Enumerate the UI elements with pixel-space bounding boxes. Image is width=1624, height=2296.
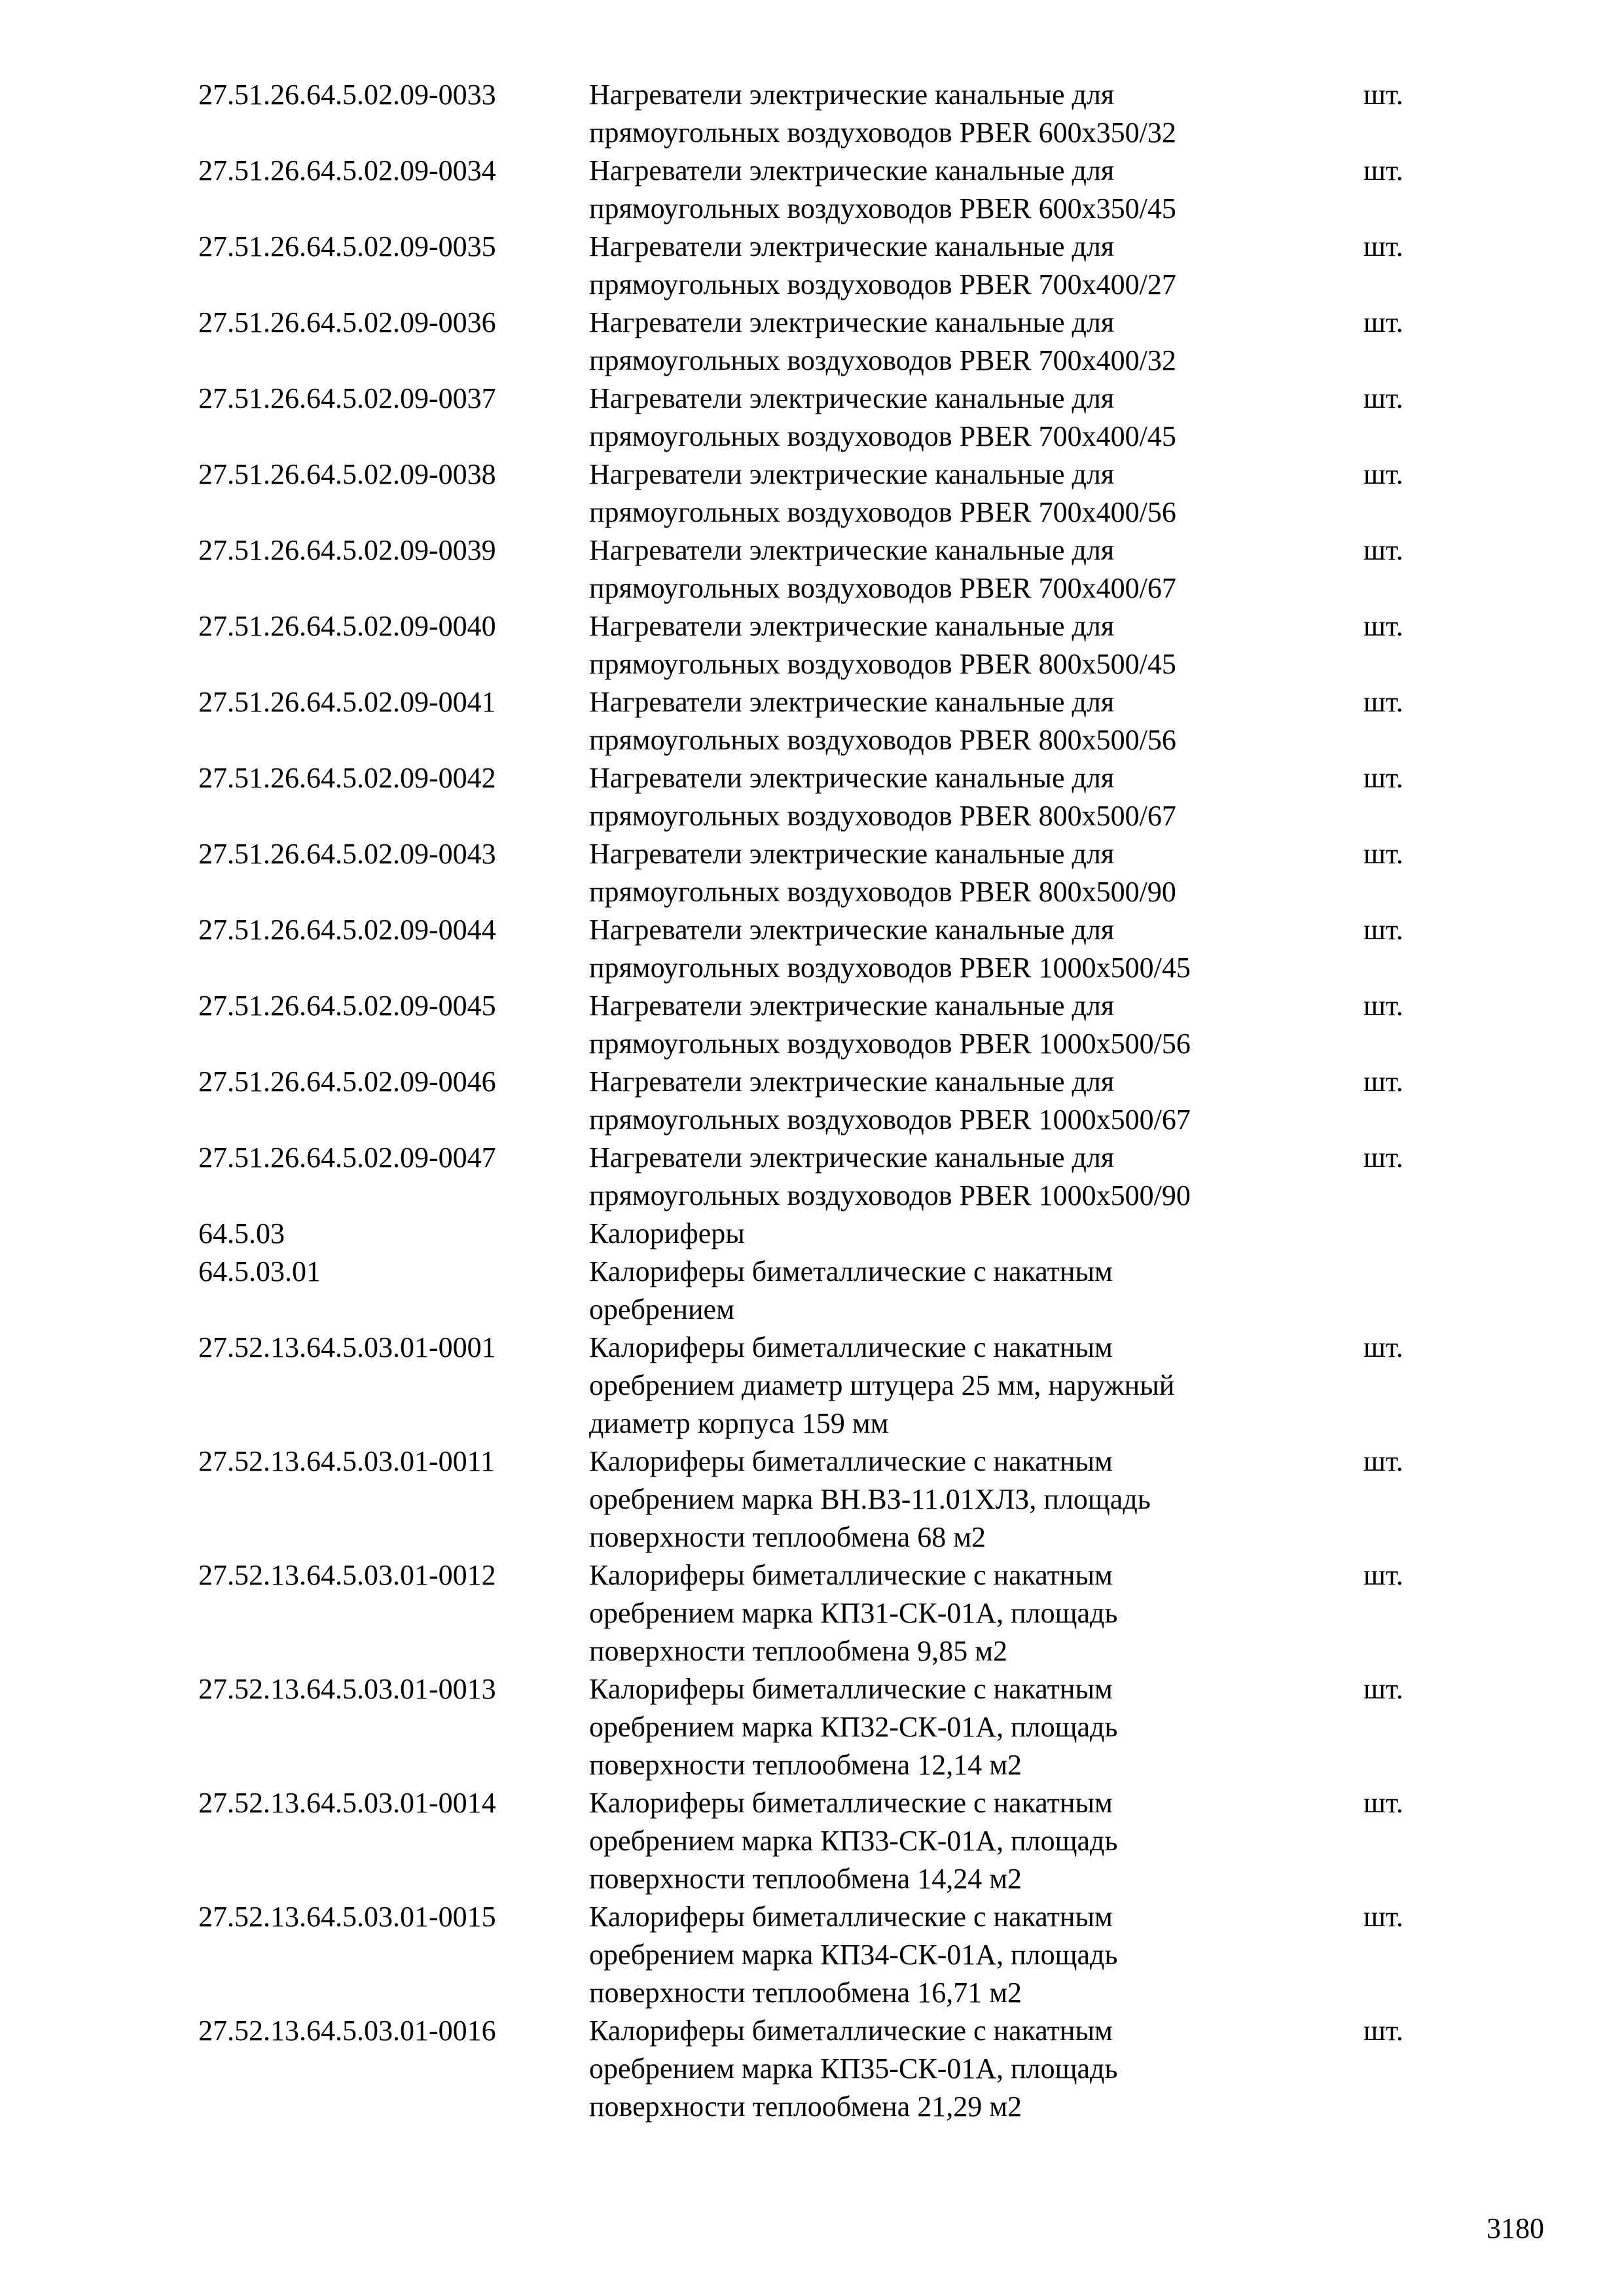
unit-of-measure: шт. (1363, 458, 1403, 490)
resource-table (198, 76, 1442, 2126)
resource-code: 27.51.26.64.5.02.09-0037 (198, 382, 496, 414)
resource-code: 27.51.26.64.5.02.09-0039 (198, 534, 496, 566)
resource-code: 27.52.13.64.5.03.01-0016 (198, 2015, 496, 2047)
resource-code: 27.51.26.64.5.02.09-0046 (198, 1066, 496, 1098)
table-row (198, 1215, 1442, 1253)
table-row (198, 835, 1442, 911)
resource-code: 27.51.26.64.5.02.09-0043 (198, 838, 496, 870)
resource-name: Калориферы биметаллические с накатным оребрением марка КП33-СК-01А, площадь поверхности теплообмена 14,24 м2 (589, 1787, 1118, 1895)
table-row (198, 1139, 1442, 1215)
unit-of-measure: шт. (1363, 1787, 1403, 1819)
resource-code: 27.51.26.64.5.02.09-0035 (198, 230, 496, 262)
resource-code: 27.51.26.64.5.02.09-0033 (198, 79, 496, 111)
resource-name: Калориферы биметаллические с накатным оребрением (589, 1255, 1113, 1325)
resource-name: Нагреватели электрические канальные для прямоугольных воздуховодов PBER 800x500/67 (589, 762, 1176, 832)
resource-code: 27.52.13.64.5.03.01-0011 (198, 1445, 496, 1477)
resource-code: 27.52.13.64.5.03.01-0012 (198, 1559, 496, 1591)
unit-of-measure: шт. (1363, 990, 1403, 1022)
table-row (198, 1063, 1442, 1139)
unit-of-measure: шт. (1363, 306, 1403, 338)
resource-name: Нагреватели электрические канальные для прямоугольных воздуховодов PBER 1000x500/90 (589, 1141, 1191, 1211)
resource-name: Нагреватели электрические канальные для прямоугольных воздуховодов PBER 700x400/67 (589, 534, 1176, 604)
table-row (198, 759, 1442, 835)
resource-code: 27.52.13.64.5.03.01-0013 (198, 1673, 496, 1705)
resource-name: Нагреватели электрические канальные для прямоугольных воздуховодов PBER 1000x500/45 (589, 914, 1191, 984)
resource-name: Калориферы биметаллические с накатным оребрением марка КП34-СК-01А, площадь поверхности теплообмена 16,71 м2 (589, 1901, 1118, 2009)
table-row (198, 531, 1442, 607)
resource-code: 27.51.26.64.5.02.09-0040 (198, 610, 496, 642)
unit-of-measure: шт. (1363, 154, 1403, 187)
table-row (198, 380, 1442, 456)
unit-of-measure: шт. (1363, 382, 1403, 414)
resource-code: 64.5.03.01 (198, 1255, 321, 1287)
page-number: 3180 (1487, 2212, 1544, 2244)
table-row (198, 456, 1442, 531)
unit-of-measure: шт. (1363, 686, 1403, 718)
unit-of-measure: шт. (1363, 1673, 1403, 1705)
unit-of-measure: шт. (1363, 838, 1403, 870)
unit-of-measure: шт. (1363, 610, 1403, 642)
table-row (198, 228, 1442, 304)
resource-code: 64.5.03 (198, 1217, 285, 1249)
unit-of-measure: шт. (1363, 1331, 1403, 1363)
resource-code: 27.52.13.64.5.03.01-0014 (198, 1787, 496, 1819)
unit-of-measure: шт. (1363, 79, 1403, 111)
unit-of-measure: шт. (1363, 1141, 1403, 1174)
table-row (198, 152, 1442, 228)
unit-of-measure: шт. (1363, 762, 1403, 794)
table-row (198, 2012, 1442, 2126)
resource-code: 27.51.26.64.5.02.09-0045 (198, 990, 496, 1022)
unit-of-measure: шт. (1363, 1901, 1403, 1933)
resource-code: 27.52.13.64.5.03.01-0015 (198, 1901, 496, 1933)
table-row (198, 683, 1442, 759)
resource-name: Нагреватели электрические канальные для прямоугольных воздуховодов PBER 1000x500/67 (589, 1066, 1191, 1136)
resource-name: Нагреватели электрические канальные для прямоугольных воздуховодов PBER 600x350/45 (589, 154, 1176, 224)
resource-name: Нагреватели электрические канальные для прямоугольных воздуховодов PBER 700x400/56 (589, 458, 1176, 528)
table-row (198, 1443, 1442, 1556)
resource-code: 27.51.26.64.5.02.09-0036 (198, 306, 496, 338)
unit-of-measure: шт. (1363, 230, 1403, 262)
resource-name: Калориферы (589, 1217, 745, 1249)
table-row (198, 1784, 1442, 1898)
table-row (198, 76, 1442, 152)
table-row (198, 911, 1442, 987)
resource-name: Нагреватели электрические канальные для прямоугольных воздуховодов PBER 800x500/56 (589, 686, 1176, 756)
resource-code: 27.51.26.64.5.02.09-0034 (198, 154, 496, 187)
table-row (198, 1670, 1442, 1784)
table-row (198, 1253, 1442, 1329)
unit-of-measure: шт. (1363, 1445, 1403, 1477)
resource-name: Нагреватели электрические канальные для прямоугольных воздуховодов PBER 700x400/27 (589, 230, 1176, 300)
resource-name: Нагреватели электрические канальные для прямоугольных воздуховодов PBER 700x400/32 (589, 306, 1176, 376)
resource-code: 27.51.26.64.5.02.09-0047 (198, 1141, 496, 1174)
unit-of-measure: шт. (1363, 914, 1403, 946)
unit-of-measure: шт. (1363, 1066, 1403, 1098)
unit-of-measure: шт. (1363, 1559, 1403, 1591)
resource-code: 27.51.26.64.5.02.09-0041 (198, 686, 496, 718)
resource-name: Нагреватели электрические канальные для прямоугольных воздуховодов PBER 800x500/45 (589, 610, 1176, 680)
resource-name: Калориферы биметаллические с накатным оребрением диаметр штуцера 25 мм, наружный диаметр корпуса 159 мм (589, 1331, 1175, 1439)
unit-of-measure: шт. (1363, 2015, 1403, 2047)
resource-name: Нагреватели электрические канальные для прямоугольных воздуховодов PBER 600x350/32 (589, 79, 1176, 149)
table-row (198, 1556, 1442, 1670)
table-row (198, 987, 1442, 1063)
resource-name: Калориферы биметаллические с накатным оребрением марка КП31-СК-01А, площадь поверхности теплообмена 9,85 м2 (589, 1559, 1118, 1667)
resource-code: 27.51.26.64.5.02.09-0038 (198, 458, 496, 490)
table-row (198, 1898, 1442, 2012)
resource-name: Калориферы биметаллические с накатным оребрением марка КП32-СК-01А, площадь поверхности теплообмена 12,14 м2 (589, 1673, 1118, 1781)
resource-code: 27.51.26.64.5.02.09-0044 (198, 914, 496, 946)
resource-name: Нагреватели электрические канальные для прямоугольных воздуховодов PBER 1000x500/56 (589, 990, 1191, 1060)
resource-name: Калориферы биметаллические с накатным оребрением марка ВН.ВЗ-11.01ХЛЗ, площадь поверхности теплообмена 68 м2 (589, 1445, 1151, 1553)
resource-name: Нагреватели электрические канальные для прямоугольных воздуховодов PBER 700x400/45 (589, 382, 1176, 452)
table-row (198, 607, 1442, 683)
table-row (198, 304, 1442, 380)
resource-code: 27.52.13.64.5.03.01-0001 (198, 1331, 496, 1363)
resource-code: 27.51.26.64.5.02.09-0042 (198, 762, 496, 794)
resource-name: Калориферы биметаллические с накатным оребрением марка КП35-СК-01А, площадь поверхности теплообмена 21,29 м2 (589, 2015, 1118, 2123)
table-row (198, 1329, 1442, 1443)
resource-name: Нагреватели электрические канальные для прямоугольных воздуховодов PBER 800x500/90 (589, 838, 1176, 908)
unit-of-measure: шт. (1363, 534, 1403, 566)
